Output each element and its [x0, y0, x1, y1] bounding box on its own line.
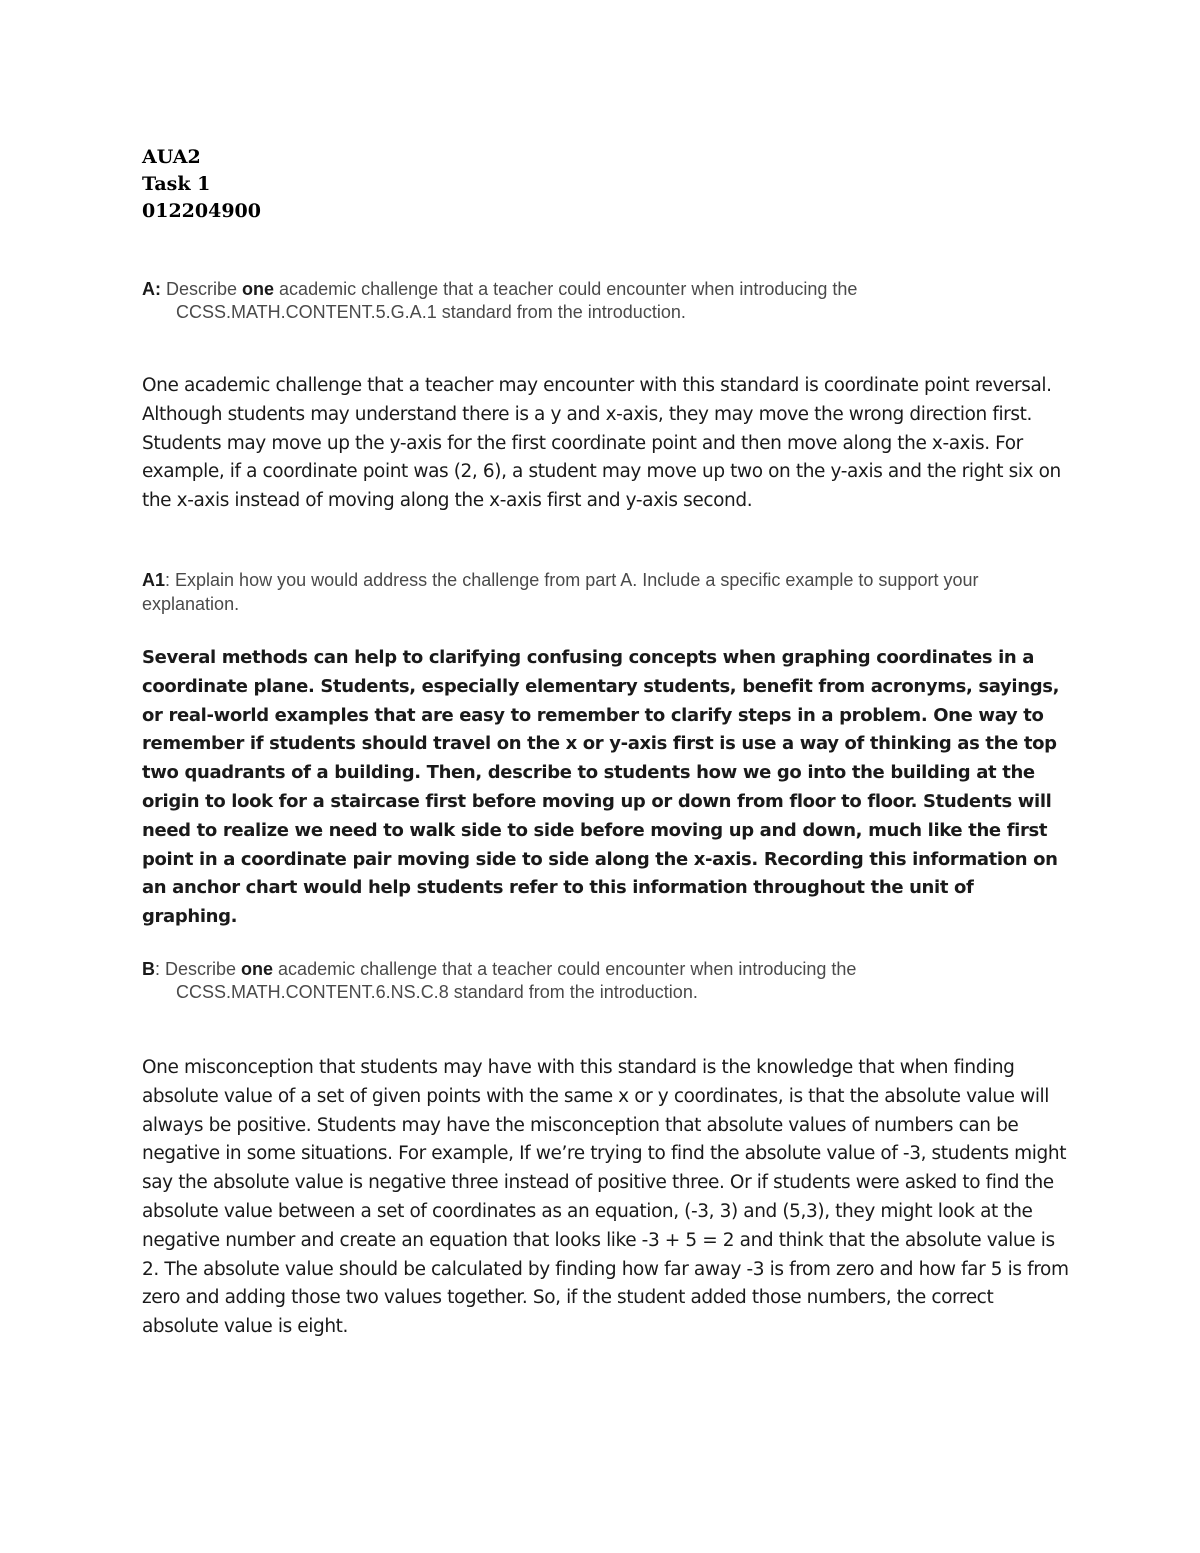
- answer-a1: [142, 644, 1072, 932]
- question-b-emphasis: one: [241, 959, 274, 979]
- question-a1-text: : Explain how you would address the challenge from part A. Include a specific example to support your explanation.: [142, 570, 979, 614]
- question-a-line1: [142, 278, 1072, 301]
- student-id: 012204900: [142, 200, 261, 222]
- question-a-line2: CCSS.MATH.CONTENT.5.G.A.1 standard from the introduction.: [176, 302, 686, 322]
- question-b-line1: [142, 958, 1072, 981]
- question-a-label: A:: [142, 279, 161, 299]
- answer-b: [142, 1054, 1072, 1342]
- answer-a-text: One academic challenge that a teacher may encounter with this standard is coordinate point reversal. Although students may understand there is a y and x-axis, they may move the wrong direction first. Students may move up the y-axis for the first coordinate point and then move along the x-axis. For example, if a coordinate point was (2, 6), a student may move up two on the y-axis and the right six on the x-axis instead of moving along the x-axis first and y-axis second.: [142, 375, 1061, 512]
- question-a-text-pre: Describe: [161, 279, 243, 299]
- question-a-emphasis: one: [242, 279, 275, 299]
- question-a: [142, 278, 1072, 324]
- question-a1-label: A1: [142, 570, 166, 590]
- answer-a: [142, 372, 1072, 516]
- question-b-text-post: academic challenge that a teacher could encounter when introducing the: [273, 959, 857, 979]
- answer-a1-text: Several methods can help to clarifying confusing concepts when graphing coordinates in a coordinate plane. Students, especially elementary students, benefit from acronyms, sayings, or real-world examples that are easy to remember to clarify steps in a problem. One way to remember if students should travel on the x or y-axis first is use a way of thinking as the top two quadrants of a building. Then, describe to students how we go into the building at the origin to look for a staircase first before moving up or down from floor to floor. Students will need to realize we need to walk side to side before moving up and down, much like the first point in a coordinate pair moving side to side along the x-axis. Recording this information on an anchor chart would help students refer to this information throughout the unit of graphing.: [142, 647, 1060, 928]
- document-header: [142, 144, 261, 225]
- question-b: [142, 958, 1072, 1004]
- course-code: AUA2: [142, 146, 201, 168]
- answer-b-text: One misconception that students may have with this standard is the knowledge that when finding absolute value of a set of given points with the same x or y coordinates, is that the absolute value will always be positive. Students may have the misconception that absolute values of numbers can be negative in some situations. For example, If we’re trying to find the absolute value of -3, students might say the absolute value is negative three instead of positive three. Or if students were asked to find the absolute value between a set of coordinates as an equation, (-3, 3) and (5,3), they might look at the negative number and create an equation that looks like -3 + 5 = 2 and think that the absolute value is 2. The absolute value should be calculated by finding how far away -3 is from zero and how far 5 is from zero and adding those two values together. So, if the student added those numbers, the correct absolute value is eight.: [142, 1057, 1069, 1338]
- question-b-line2: CCSS.MATH.CONTENT.6.NS.C.8 standard from the introduction.: [176, 982, 698, 1002]
- question-a1: [142, 568, 1062, 616]
- task-title: Task 1: [142, 173, 211, 195]
- question-b-label: B: [142, 959, 155, 979]
- question-b-text-pre: : Describe: [155, 959, 242, 979]
- question-a-text-post: academic challenge that a teacher could encounter when introducing the: [274, 279, 858, 299]
